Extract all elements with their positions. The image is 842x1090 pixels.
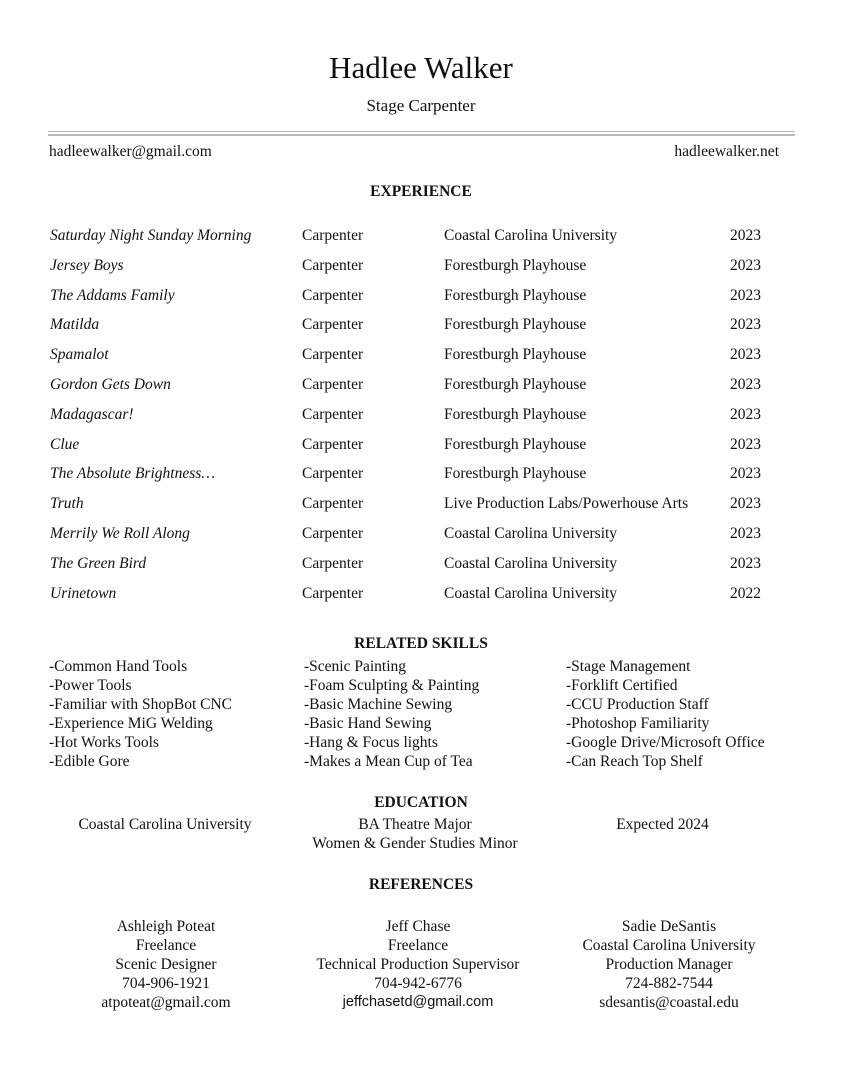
- year: 2023: [730, 227, 761, 244]
- position: Carpenter: [302, 584, 364, 602]
- reference-email: atpoteat@gmail.com: [101, 994, 231, 1011]
- reference-org: Freelance: [135, 937, 197, 954]
- year: 2023: [730, 346, 761, 364]
- show-title: Spamalot: [50, 346, 109, 364]
- reference-name: Ashleigh Poteat: [116, 918, 216, 935]
- skill-item: -Scenic Painting: [304, 658, 407, 675]
- experience-row: [0, 403, 842, 433]
- skill-item: -Experience MiG Welding: [49, 715, 213, 732]
- education-degree: [290, 815, 540, 853]
- references-heading: REFERENCES: [368, 876, 474, 893]
- year: 2023: [730, 495, 761, 513]
- header-divider-thin: [48, 131, 795, 132]
- venue: Coastal Carolina University: [444, 524, 618, 542]
- year: 2023: [730, 524, 761, 542]
- venue: Forestburgh Playhouse: [444, 316, 587, 334]
- reference-name: Sadie DeSantis: [621, 918, 717, 935]
- position: Carpenter: [302, 495, 364, 513]
- skill-item: -Forklift Certified: [566, 677, 678, 694]
- position: Carpenter: [302, 465, 364, 483]
- skills-column-2: [304, 657, 479, 771]
- education-date: [540, 815, 785, 834]
- skill-item: -Makes a Mean Cup of Tea: [304, 753, 473, 770]
- show-title: Truth: [50, 495, 84, 513]
- skill-item: -Familiar with ShopBot CNC: [49, 696, 232, 713]
- skill-item: -Can Reach Top Shelf: [566, 753, 703, 770]
- skill-item: -Photoshop Familiarity: [566, 715, 710, 732]
- experience-row: [0, 313, 842, 343]
- year: 2023: [730, 256, 761, 274]
- experience-row: [0, 552, 842, 582]
- reference-org: Coastal Carolina University: [582, 937, 756, 954]
- graduation-date: Expected 2024: [616, 816, 709, 833]
- venue: Coastal Carolina University: [444, 227, 618, 244]
- venue: Live Production Labs/Powerhouse Arts: [444, 495, 689, 513]
- position: Carpenter: [302, 227, 364, 244]
- experience-row: [0, 254, 842, 284]
- candidate-name: Hadlee Walker: [329, 50, 513, 85]
- skill-item: -Basic Hand Sewing: [304, 715, 432, 732]
- reference-title: Scenic Designer: [115, 956, 217, 973]
- reference-title: Technical Production Supervisor: [316, 956, 520, 973]
- year: 2023: [730, 435, 761, 453]
- show-title: Madagascar!: [50, 405, 134, 423]
- candidate-role: Stage Carpenter: [366, 96, 476, 115]
- skill-item: -Google Drive/Microsoft Office: [566, 734, 765, 751]
- year: 2023: [730, 405, 761, 423]
- venue: Forestburgh Playhouse: [444, 286, 587, 304]
- degree-major: BA Theatre Major: [358, 816, 472, 833]
- contact-email: hadleewalker@gmail.com: [49, 143, 212, 160]
- position: Carpenter: [302, 524, 364, 542]
- show-title: Merrily We Roll Along: [50, 524, 190, 542]
- experience-row: [0, 373, 842, 403]
- year: 2023: [730, 316, 761, 334]
- experience-row: [0, 492, 842, 522]
- skill-item: -Power Tools: [49, 677, 132, 694]
- show-title: The Green Bird: [50, 554, 147, 572]
- experience-row: [0, 343, 842, 373]
- show-title: Jersey Boys: [50, 256, 124, 274]
- venue: Forestburgh Playhouse: [444, 465, 587, 483]
- reference-email: sdesantis@coastal.edu: [599, 994, 739, 1011]
- degree-minor: Women & Gender Studies Minor: [312, 835, 518, 852]
- year: 2023: [730, 554, 761, 572]
- experience-row: [0, 284, 842, 314]
- reference-2: [293, 917, 543, 1012]
- experience-row: [0, 224, 842, 254]
- position: Carpenter: [302, 316, 364, 334]
- position: Carpenter: [302, 375, 364, 393]
- show-title: Saturday Night Sunday Morning: [50, 227, 252, 244]
- experience-heading: EXPERIENCE: [370, 183, 472, 200]
- venue: Coastal Carolina University: [444, 584, 618, 602]
- venue: Forestburgh Playhouse: [444, 346, 587, 364]
- position: Carpenter: [302, 256, 364, 274]
- reference-email: jeffchasetd@gmail.com: [342, 994, 494, 1010]
- year: 2023: [730, 375, 761, 393]
- skills-column-1: [49, 657, 232, 771]
- year: 2023: [730, 286, 761, 304]
- reference-name: Jeff Chase: [385, 918, 451, 935]
- show-title: Gordon Gets Down: [50, 375, 171, 393]
- education-heading: EDUCATION: [374, 794, 468, 811]
- experience-table: [0, 224, 842, 611]
- reference-title: Production Manager: [605, 956, 733, 973]
- year: 2022: [730, 584, 761, 602]
- venue: Forestburgh Playhouse: [444, 256, 587, 274]
- skill-item: -Edible Gore: [49, 753, 130, 770]
- reference-phone: 704-942-6776: [374, 975, 462, 992]
- skills-heading: RELATED SKILLS: [354, 635, 488, 652]
- experience-row: [0, 462, 842, 492]
- experience-row: [0, 522, 842, 552]
- experience-row: [0, 433, 842, 463]
- show-title: Matilda: [50, 316, 100, 334]
- contact-website: hadleewalker.net: [674, 143, 779, 160]
- education-school: [40, 815, 290, 834]
- position: Carpenter: [302, 346, 364, 364]
- position: Carpenter: [302, 405, 364, 423]
- show-title: Clue: [50, 435, 80, 453]
- venue: Forestburgh Playhouse: [444, 375, 587, 393]
- venue: Coastal Carolina University: [444, 554, 618, 572]
- reference-1: [41, 917, 291, 1012]
- position: Carpenter: [302, 554, 364, 572]
- skill-item: -Hot Works Tools: [49, 734, 159, 751]
- venue: Forestburgh Playhouse: [444, 435, 587, 453]
- experience-row: [0, 582, 842, 612]
- year: 2023: [730, 465, 761, 483]
- reference-3: [544, 917, 794, 1012]
- skill-item: -Hang & Focus lights: [304, 734, 438, 751]
- school-name: Coastal Carolina University: [78, 816, 252, 833]
- skill-item: -Foam Sculpting & Painting: [304, 677, 480, 694]
- position: Carpenter: [302, 435, 364, 453]
- skill-item: -CCU Production Staff: [566, 696, 709, 713]
- reference-org: Freelance: [387, 937, 449, 954]
- skills-column-3: [566, 657, 765, 771]
- position: Carpenter: [302, 286, 364, 304]
- show-title: The Absolute Brightness…: [50, 465, 216, 483]
- header-divider-thick: [48, 134, 795, 136]
- skill-item: -Basic Machine Sewing: [304, 696, 453, 713]
- skill-item: -Stage Management: [566, 658, 691, 675]
- skill-item: -Common Hand Tools: [49, 658, 188, 675]
- venue: Forestburgh Playhouse: [444, 405, 587, 423]
- show-title: The Addams Family: [50, 286, 175, 304]
- reference-phone: 724-882-7544: [625, 975, 713, 992]
- reference-phone: 704-906-1921: [122, 975, 210, 992]
- show-title: Urinetown: [50, 584, 117, 602]
